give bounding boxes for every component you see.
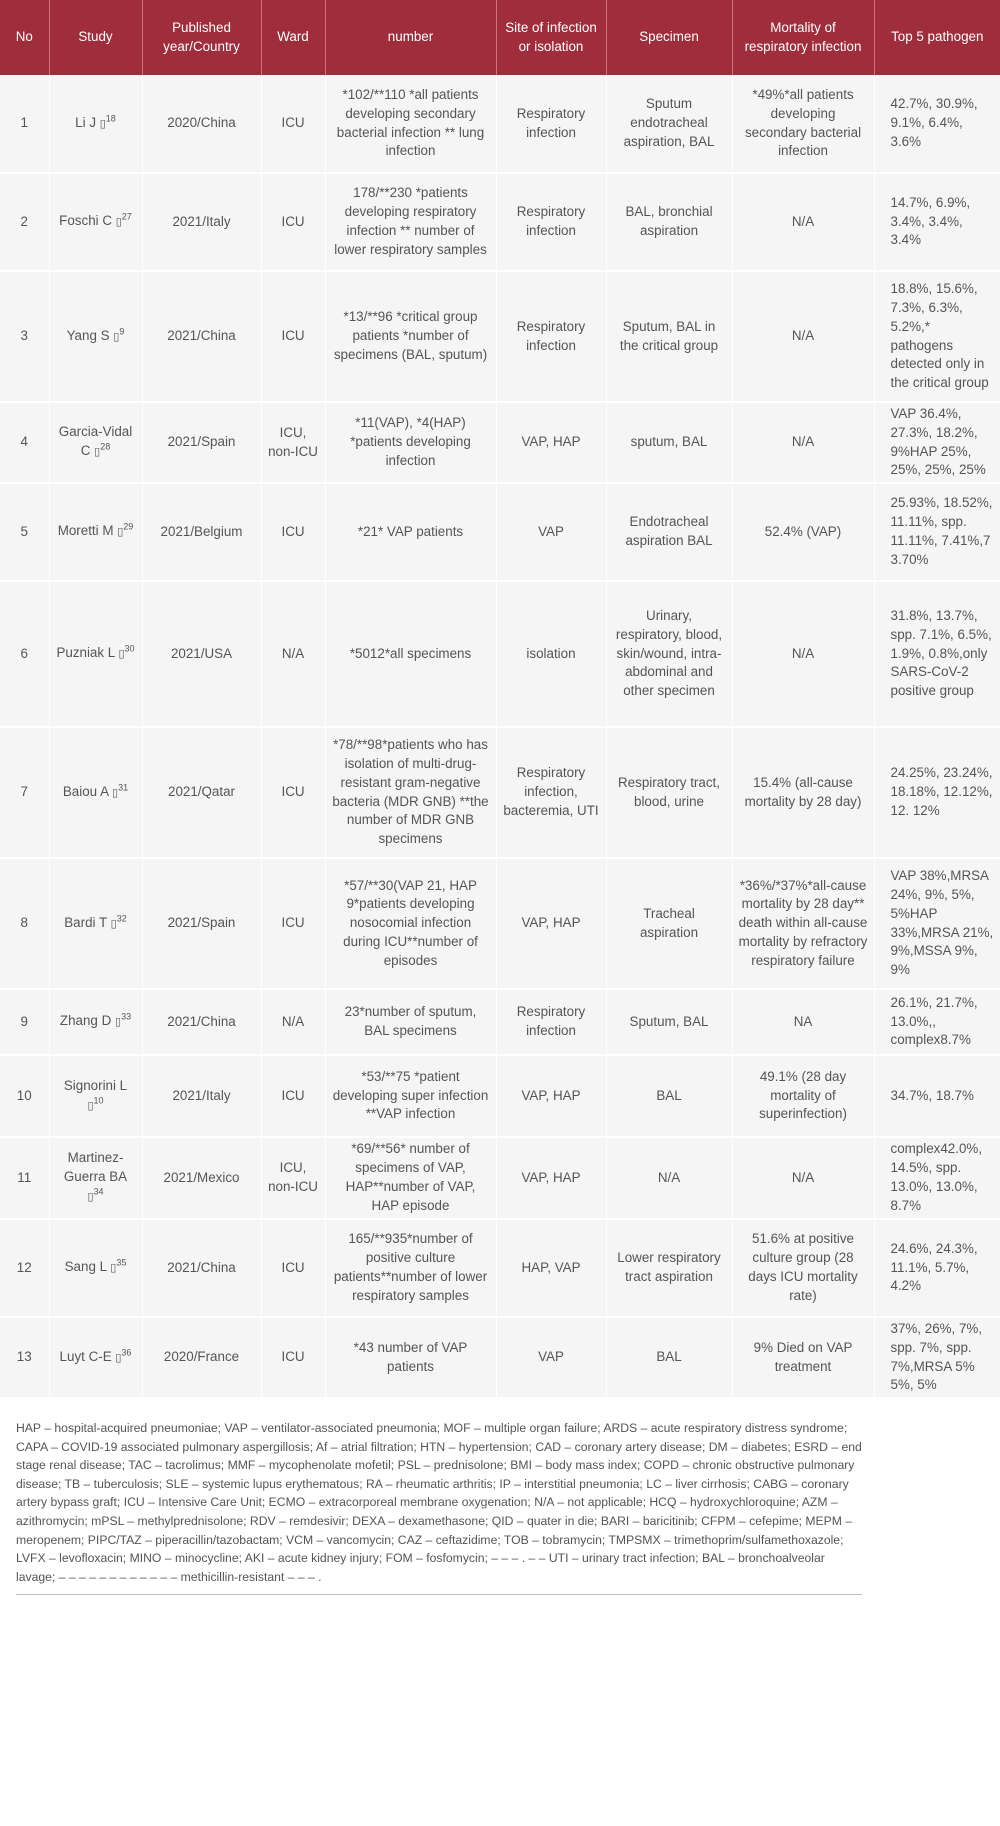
reference-number[interactable]: 35	[116, 1257, 127, 1268]
reference-number[interactable]: 10	[93, 1095, 104, 1106]
reference-number[interactable]: 18	[105, 113, 116, 124]
cell-site: Respiratory infection, bacteremia, UTI	[496, 727, 606, 858]
cell-year-country: 2021/Spain	[142, 402, 261, 483]
header-row	[0, 0, 1000, 75]
cell-mortality: *49%*all patients developing secondary bacterial infection	[732, 75, 874, 173]
cell-study	[49, 1219, 142, 1317]
cell-number: *78/**98*patients who has isolation of multi-drug-resistant gram-negative bacteria (MDR GNB) **the number of MDR GNB specimens	[325, 727, 496, 858]
cell-site: VAP, HAP	[496, 1055, 606, 1137]
study-author: Puzniak L	[56, 645, 119, 661]
cell-mortality: N/A	[732, 402, 874, 483]
reference-number[interactable]: 30	[124, 643, 135, 654]
cell-specimen: BAL	[606, 1317, 732, 1398]
column-header: Specimen	[606, 0, 732, 75]
cell-no: 8	[0, 858, 49, 989]
cell-number: 178/**230 *patients developing respiratory infection ** number of lower respiratory samples	[325, 173, 496, 271]
table-row	[0, 1055, 1000, 1137]
cell-ward: ICU, non-ICU	[261, 402, 325, 483]
citation-box-icon: ▯	[99, 117, 106, 130]
cell-specimen: sputum, BAL	[606, 402, 732, 483]
cell-ward: N/A	[261, 581, 325, 727]
reference-number[interactable]: 29	[123, 521, 134, 532]
cell-year-country: 2021/Belgium	[142, 483, 261, 581]
cell-no: 7	[0, 727, 49, 858]
table-row	[0, 483, 1000, 581]
table-row	[0, 173, 1000, 271]
column-header: Ward	[261, 0, 325, 75]
cell-site: VAP, HAP	[496, 858, 606, 989]
cell-no: 10	[0, 1055, 49, 1137]
cell-study	[49, 1137, 142, 1219]
column-header: Top 5 pathogen	[874, 0, 1000, 75]
cell-number: *21* VAP patients	[325, 483, 496, 581]
cell-specimen: Lower respiratory tract aspiration	[606, 1219, 732, 1317]
cell-ward: ICU	[261, 271, 325, 402]
cell-no: 9	[0, 989, 49, 1055]
cell-ward: ICU	[261, 1317, 325, 1398]
cell-site: VAP, HAP	[496, 1137, 606, 1219]
cell-specimen: BAL	[606, 1055, 732, 1137]
cell-number: 165/**935*number of positive culture patients**number of lower respiratory samples	[325, 1219, 496, 1317]
reference-number[interactable]: 31	[118, 782, 129, 793]
table-header	[0, 0, 1000, 75]
column-header: Study	[49, 0, 142, 75]
cell-pathogen: 18.8%, 15.6%, 7.3%, 6.3%, 5.2%,* pathogens detected only in the critical group	[874, 271, 1000, 402]
cell-specimen: Tracheal aspiration	[606, 858, 732, 989]
cell-year-country: 2021/China	[142, 1219, 261, 1317]
cell-mortality: N/A	[732, 1137, 874, 1219]
table-row	[0, 858, 1000, 989]
citation-box-icon: ▯	[115, 1016, 122, 1029]
cell-number: *57/**30(VAP 21, HAP 9*patients developing nosocomial infection during ICU**number of episodes	[325, 858, 496, 989]
cell-specimen: N/A	[606, 1137, 732, 1219]
table-row	[0, 1317, 1000, 1398]
study-author: Luyt C-E	[59, 1348, 116, 1364]
cell-pathogen: 14.7%, 6.9%, 3.4%, 3.4%, 3.4%	[874, 173, 1000, 271]
cell-number: *5012*all specimens	[325, 581, 496, 727]
table-body	[0, 75, 1000, 1398]
citation-box-icon: ▯	[118, 648, 125, 661]
cell-mortality: *36%/*37%*all-cause mortality by 28 day** death within all-cause mortality by refractory respiratory failure	[732, 858, 874, 989]
study-author: Yang S	[66, 327, 114, 343]
cell-number: *53/**75 *patient developing super infection **VAP infection	[325, 1055, 496, 1137]
cell-pathogen: 31.8%, 13.7%, spp. 7.1%, 6.5%, 1.9%, 0.8%,only SARS-CoV-2 positive group	[874, 581, 1000, 727]
citation-box-icon: ▯	[113, 330, 120, 343]
cell-no: 6	[0, 581, 49, 727]
cell-number: *11(VAP), *4(HAP) *patients developing infection	[325, 402, 496, 483]
cell-site: Respiratory infection	[496, 75, 606, 173]
cell-ward: ICU	[261, 173, 325, 271]
citation-box-icon: ▯	[94, 446, 101, 458]
citation-box-icon: ▯	[117, 526, 124, 539]
cell-specimen: Endotracheal aspiration BAL	[606, 483, 732, 581]
cell-year-country: 2021/USA	[142, 581, 261, 727]
cell-year-country: 2021/China	[142, 271, 261, 402]
table-row	[0, 727, 1000, 858]
cell-no: 1	[0, 75, 49, 173]
reference-number[interactable]: 9	[119, 326, 125, 337]
cell-pathogen: 25.93%, 18.52%, 11.11%, spp. 11.11%, 7.41%,7 3.70%	[874, 483, 1000, 581]
cell-study	[49, 271, 142, 402]
cell-ward: ICU	[261, 1219, 325, 1317]
cell-year-country: 2021/Spain	[142, 858, 261, 989]
cell-specimen: Respiratory tract, blood, urine	[606, 727, 732, 858]
citation-box-icon: ▯	[115, 1351, 122, 1364]
cell-no: 5	[0, 483, 49, 581]
reference-number[interactable]: 36	[121, 1347, 132, 1358]
cell-site: HAP, VAP	[496, 1219, 606, 1317]
cell-pathogen: 34.7%, 18.7%	[874, 1055, 1000, 1137]
cell-site: isolation	[496, 581, 606, 727]
cell-ward: ICU	[261, 483, 325, 581]
column-header: Site of infection or isolation	[496, 0, 606, 75]
table-row	[0, 402, 1000, 483]
cell-number: *102/**110 *all patients developing secondary bacterial infection ** lung infection	[325, 75, 496, 173]
cell-mortality: 15.4% (all-cause mortality by 28 day)	[732, 727, 874, 858]
cell-mortality: 9% Died on VAP treatment	[732, 1317, 874, 1398]
abbreviations-footnote: HAP – hospital-acquired pneumoniae; VAP – ventilator-associated pneumonia; MOF – multiple organ failure; ARDS – acute respiratory distress syndrome; CAPA – COVID-19 associated pulmonary aspergillosis; Af – atrial filtration; HTN – hypertension; CAD – coronary artery disease; DM – diabetes; ESRD – end stage renal disease; TAC – tacrolimus; MMF – mycophenolate mofetil; PSL – prednisolone; BMI – body mass index; COPD – chronic obstructive pulmonary disease; TB – tuberculosis; SLE – systemic lupus erythematous; RA – rheumatic arthritis; IP – interstitial pneumonia; LC – liver cirrhosis; CABG – coronary artery bypass graft; ICU – Intensive Care Unit; ECMO – extracorporeal membrane oxygenation; N/A – not applicable; HCQ – hydroxychloroquine; AZM – azithromycin; mPSL – methylprednisolone; RDV – remdesivir; DEXA – dexamethasone; QID – quater in die; BARI – baricitinib; CFPM – cefepime; MEPM – meropenem; PIPC/TAZ – piperacillin/tazobactam; VCM – vancomycin; CAZ – ceftazidime; TOB – tobramycin; TMPSMX – trimethoprim/sulfamethoxazole; LVFX – levofloxacin; MINO – minocycline; AKI – acute kidney injury; FOM – fosfomycin; – – – . – – UTI – urinary tract infection; BAL – bronchoalveolar lavage; – – – – – – – – – – – – methicillin-resistant – – – .	[16, 1399, 862, 1595]
cell-ward: ICU	[261, 1055, 325, 1137]
cell-no: 2	[0, 173, 49, 271]
cell-ward: ICU	[261, 858, 325, 989]
cell-year-country: 2021/Italy	[142, 173, 261, 271]
cell-site: VAP, HAP	[496, 402, 606, 483]
cell-no: 13	[0, 1317, 49, 1398]
study-author: Garcia-Vidal C	[58, 424, 133, 458]
cell-mortality: 49.1% (28 day mortality of superinfection)	[732, 1055, 874, 1137]
cell-number: *43 number of VAP patients	[325, 1317, 496, 1398]
cell-mortality: N/A	[732, 271, 874, 402]
study-author: Martinez-Guerra BA	[63, 1150, 128, 1185]
cell-site: Respiratory infection	[496, 989, 606, 1055]
cell-specimen: Sputum, BAL	[606, 989, 732, 1055]
reference-number[interactable]: 27	[121, 211, 132, 222]
cell-study	[49, 173, 142, 271]
cell-pathogen: 42.7%, 30.9%, 9.1%, 6.4%, 3.6%	[874, 75, 1000, 173]
citation-box-icon: ▯	[87, 1099, 94, 1112]
cell-no: 12	[0, 1219, 49, 1317]
table-row	[0, 989, 1000, 1055]
cell-pathogen: 24.6%, 24.3%, 11.1%, 5.7%, 4.2%	[874, 1219, 1000, 1317]
table-row	[0, 1137, 1000, 1219]
cell-year-country: 2021/Italy	[142, 1055, 261, 1137]
cell-specimen: Sputum, BAL in the critical group	[606, 271, 732, 402]
study-author: Li J	[75, 114, 100, 130]
cell-specimen: Urinary, respiratory, blood, skin/wound, intra-abdominal and other specimen	[606, 581, 732, 727]
cell-no: 11	[0, 1137, 49, 1219]
column-header: number	[325, 0, 496, 75]
cell-no: 3	[0, 271, 49, 402]
cell-mortality: 52.4% (VAP)	[732, 483, 874, 581]
cell-ward: ICU, non-ICU	[261, 1137, 325, 1219]
citation-box-icon: ▯	[110, 1262, 117, 1275]
study-author: Moretti M	[57, 523, 118, 539]
cell-year-country: 2021/Mexico	[142, 1137, 261, 1219]
cell-study	[49, 581, 142, 727]
reference-number[interactable]: 32	[116, 913, 127, 924]
cell-year-country: 2020/China	[142, 75, 261, 173]
cell-number: 23*number of sputum, BAL specimens	[325, 989, 496, 1055]
cell-ward: ICU	[261, 75, 325, 173]
cell-year-country: 2021/China	[142, 989, 261, 1055]
cell-pathogen: complex42.0%, 14.5%, spp. 13.0%, 13.0%, 8.7%	[874, 1137, 1000, 1219]
cell-site: VAP	[496, 483, 606, 581]
citation-box-icon: ▯	[87, 1190, 94, 1203]
table-row	[0, 1219, 1000, 1317]
cell-pathogen: 26.1%, 21.7%, 13.0%,, complex8.7%	[874, 989, 1000, 1055]
study-author: Baiou A	[62, 783, 113, 799]
cell-pathogen: 24.25%, 23.24%, 18.18%, 12.12%, 12. 12%	[874, 727, 1000, 858]
cell-study	[49, 1317, 142, 1398]
cell-study	[49, 858, 142, 989]
table-row	[0, 271, 1000, 402]
cell-site: Respiratory infection	[496, 271, 606, 402]
column-header: Published year/Country	[142, 0, 261, 75]
cell-specimen: Sputum endotracheal aspiration, BAL	[606, 75, 732, 173]
cell-ward: ICU	[261, 727, 325, 858]
cell-specimen: BAL, bronchial aspiration	[606, 173, 732, 271]
cell-mortality: NA	[732, 989, 874, 1055]
reference-number[interactable]: 33	[121, 1011, 132, 1022]
study-author: Bardi T	[64, 914, 111, 930]
cell-no: 4	[0, 402, 49, 483]
cell-site: VAP	[496, 1317, 606, 1398]
cell-study	[49, 402, 142, 483]
cell-study	[49, 75, 142, 173]
reference-number[interactable]: 34	[93, 1186, 104, 1197]
cell-mortality: N/A	[732, 173, 874, 271]
cell-study	[49, 1055, 142, 1137]
cell-study	[49, 483, 142, 581]
reference-number[interactable]: 28	[100, 441, 111, 452]
cell-pathogen: VAP 36.4%, 27.3%, 18.2%, 9%HAP 25%, 25%, 25%, 25%	[874, 402, 1000, 483]
cell-site: Respiratory infection	[496, 173, 606, 271]
citation-box-icon: ▯	[112, 786, 119, 799]
study-author: Sang L	[64, 1259, 111, 1275]
cell-year-country: 2020/France	[142, 1317, 261, 1398]
cell-mortality: 51.6% at positive culture group (28 days ICU mortality rate)	[732, 1219, 874, 1317]
column-header: No	[0, 0, 49, 75]
cell-number: *13/**96 *critical group patients *number of specimens (BAL, sputum)	[325, 271, 496, 402]
table-row	[0, 581, 1000, 727]
study-author: Signorini L	[63, 1077, 128, 1093]
citation-box-icon: ▯	[115, 216, 122, 229]
cell-study	[49, 727, 142, 858]
cell-mortality: N/A	[732, 581, 874, 727]
cell-ward: N/A	[261, 989, 325, 1055]
citation-box-icon: ▯	[110, 917, 117, 930]
cell-pathogen: 37%, 26%, 7%, spp. 7%, spp. 7%,MRSA 5% 5%, 5%	[874, 1317, 1000, 1398]
table-row	[0, 75, 1000, 173]
study-author: Foschi C	[59, 213, 116, 229]
cell-number: *69/**56* number of specimens of VAP, HAP**number of VAP, HAP episode	[325, 1137, 496, 1219]
cell-pathogen: VAP 38%,MRSA 24%, 9%, 5%, 5%HAP 33%,MRSA 21%, 9%,MSSA 9%, 9%	[874, 858, 1000, 989]
study-author: Zhang D	[59, 1013, 115, 1029]
cell-study	[49, 989, 142, 1055]
cell-year-country: 2021/Qatar	[142, 727, 261, 858]
column-header: Mortality of respiratory infection	[732, 0, 874, 75]
